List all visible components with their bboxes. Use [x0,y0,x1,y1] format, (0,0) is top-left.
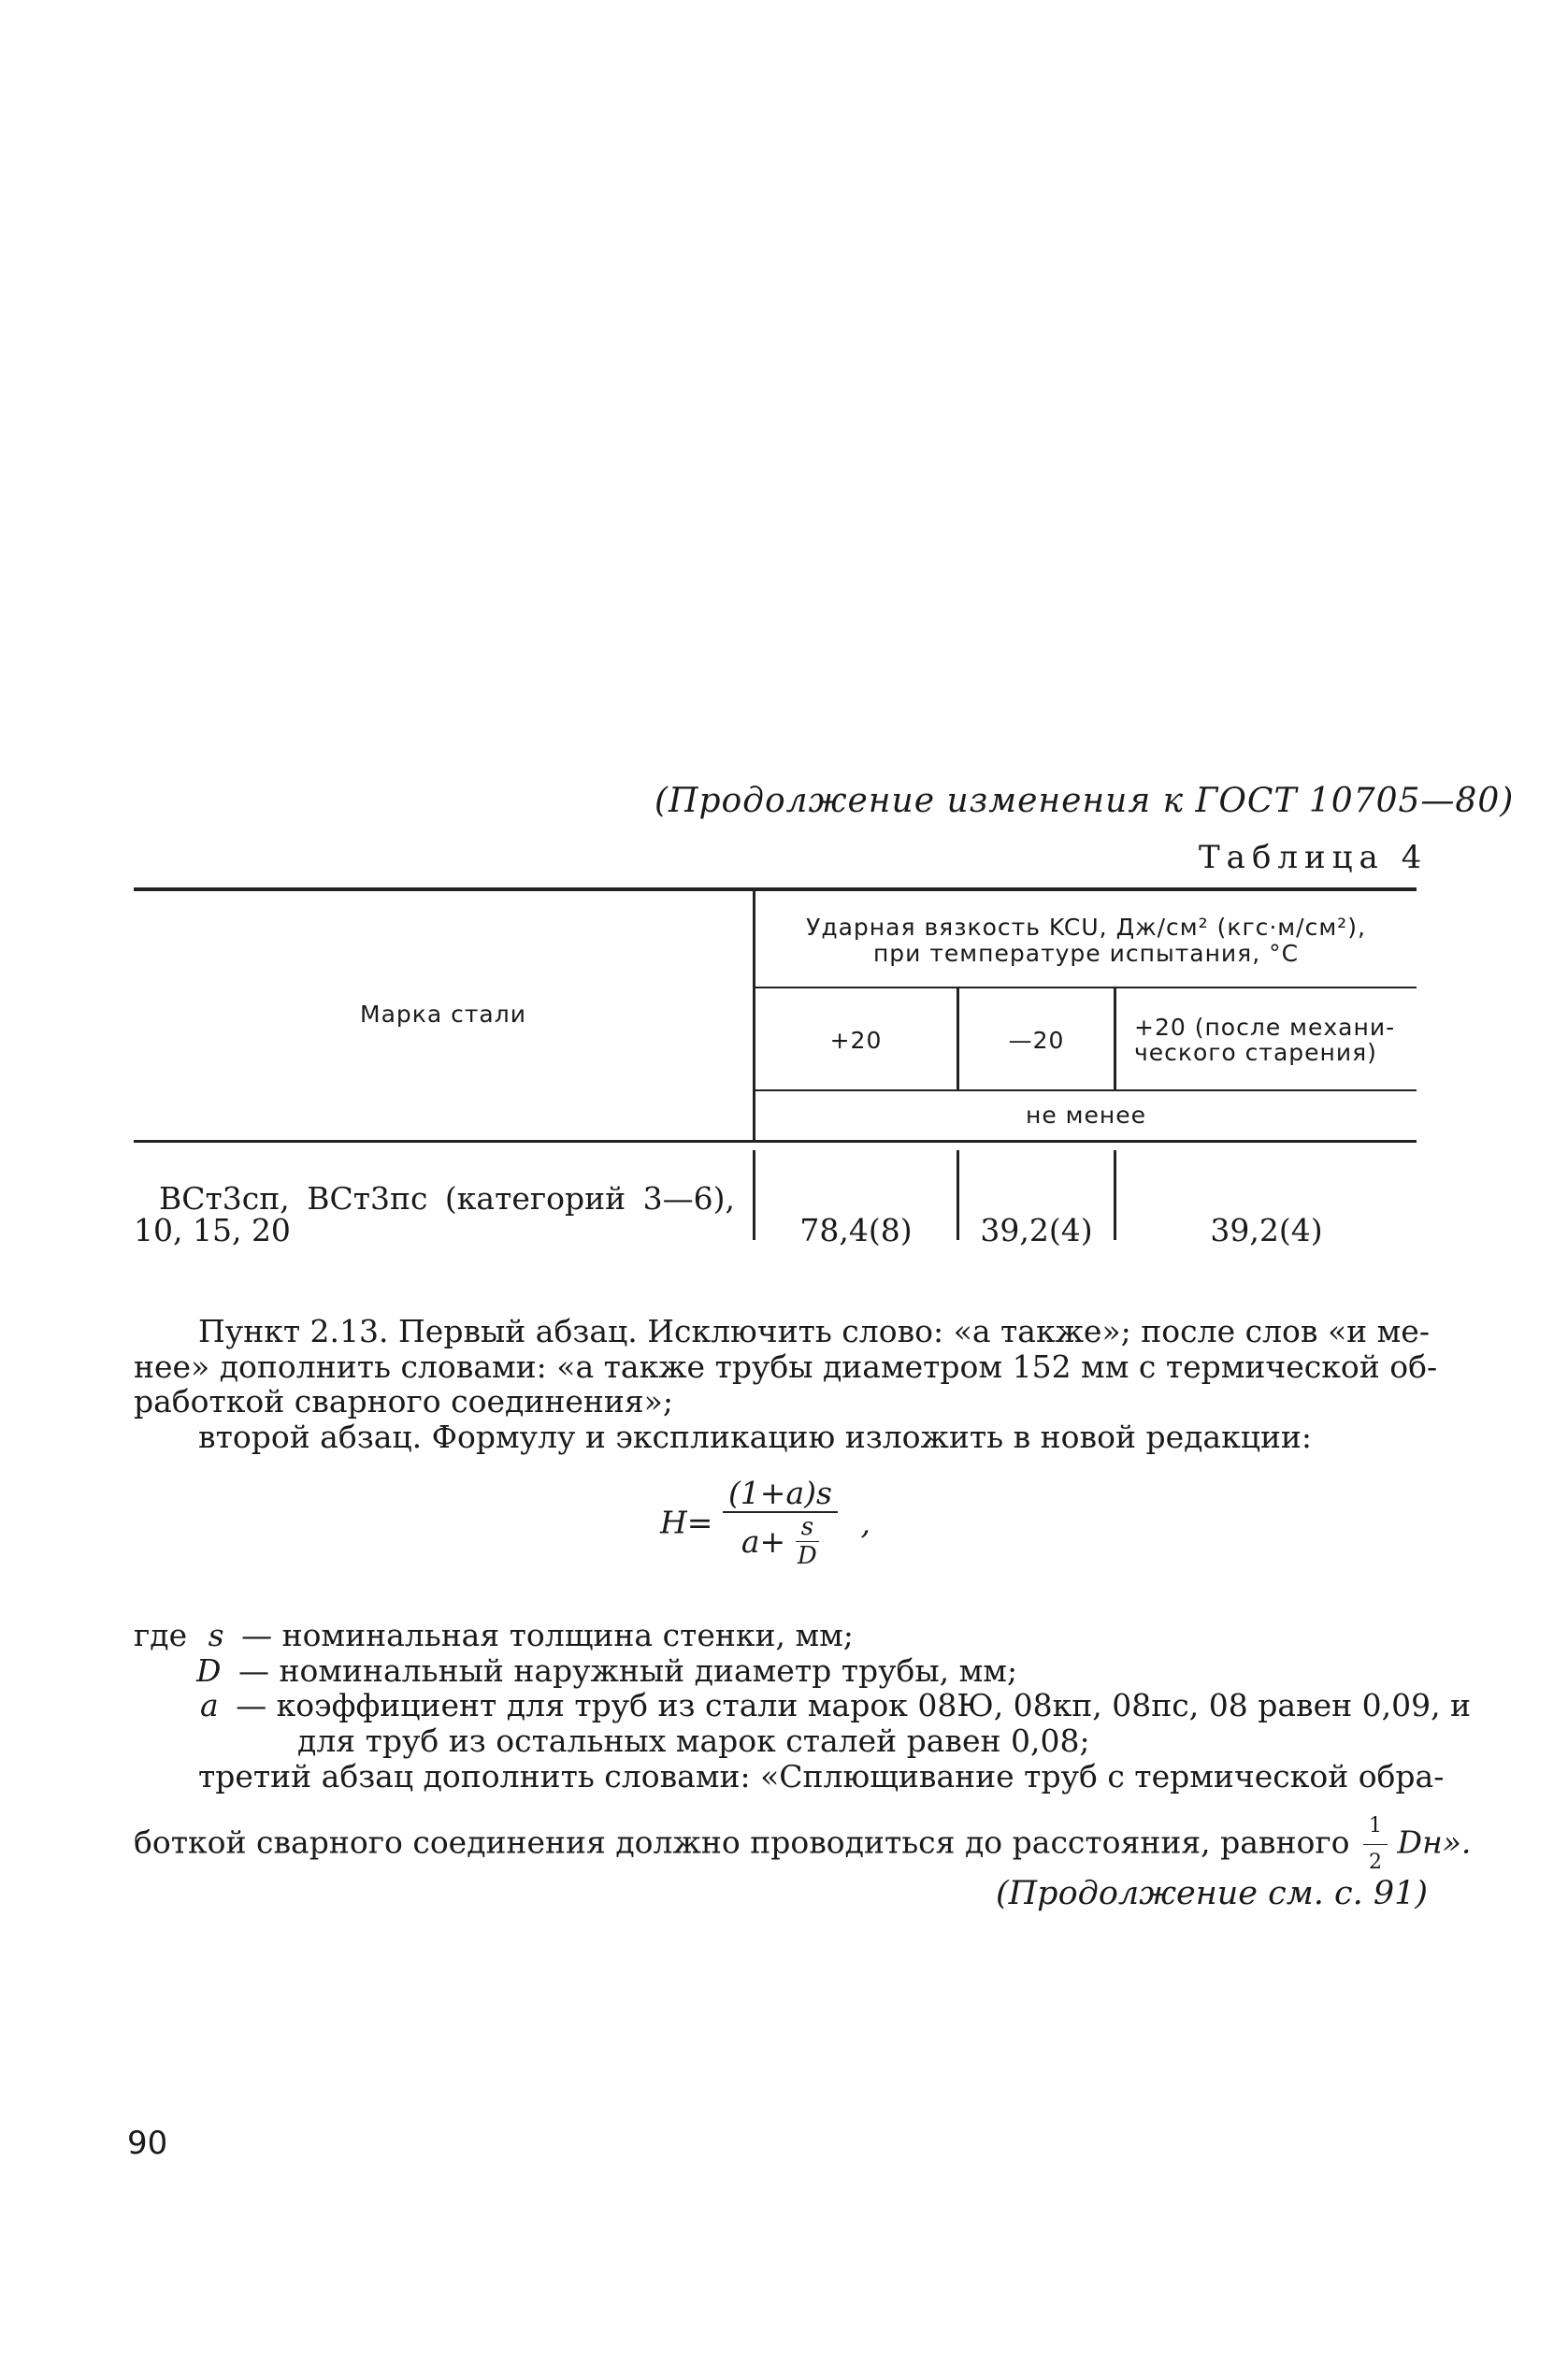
page-number: 90 [127,2125,168,2162]
min-rule [755,1089,1417,1091]
continuation-header: (Продолжение изменения к ГОСТ 10705—80) [655,782,1515,820]
formula-den-a: a+ [741,1523,786,1560]
symbol-D: D [196,1652,222,1689]
paragraph-third-line1: третий абзац дополнить словами: «Сплющивание труб с термической обра- [198,1758,1445,1795]
minimum-label: не менее [1025,1102,1147,1129]
explication-a-line1 [200,1688,1471,1723]
formula-fraction [723,1475,838,1570]
row-value-plus20: 78,4(8) [799,1212,913,1248]
formula-den-subfraction [796,1513,819,1570]
table-top-rule [134,887,1417,891]
explication-s [134,1618,854,1653]
explication-D [196,1653,1017,1689]
formula-numerator: (1+a)s [727,1475,832,1511]
formula-denominator [723,1513,838,1570]
half-numerator: 1 [1369,1814,1383,1838]
where-label: где [134,1617,188,1653]
half-fraction [1363,1809,1388,1881]
temp-col-aged-line1: +20 (после механи- [1134,1014,1396,1041]
explication-a-line2: для труб из остальных марок сталей равен 0,08; [297,1723,1090,1759]
col-divider-2-header [1114,988,1116,1089]
paragraph-2-13-line3: работкой сварного соединения»; [134,1383,673,1420]
explication-D-text: — номинальный наружный диаметр трубы, мм; [237,1652,1018,1689]
formula-lhs: H= [660,1504,713,1541]
paragraph-third-tail: Dн». [1397,1823,1472,1861]
subheader-rule [755,987,1417,988]
row-grade-line1: ВСт3сп, ВСт3пс (категорий 3—6), [159,1180,736,1217]
formula-den-D: D [797,1542,817,1570]
impact-strength-header-line1: Ударная вязкость KCU, Дж/см² (кгс·м/см²), [806,914,1366,941]
table-header-bottom-rule [134,1140,1417,1143]
formula-den-s: s [800,1513,814,1541]
paragraph-2-13-line2: нее» дополнить словами: «а также трубы диаметром 152 мм с термической об- [134,1348,1438,1385]
temp-col-plus20: +20 [829,1027,883,1054]
temp-col-minus20: —20 [1008,1027,1065,1054]
formula-comma: , [860,1504,870,1541]
paragraph-second: второй абзац. Формулу и экспликацию изложить в новой редакции: [198,1419,1313,1455]
formula [660,1475,870,1570]
row-value-minus20: 39,2(4) [980,1212,1093,1248]
symbol-s: s [208,1617,224,1653]
row-value-aged: 39,2(4) [1210,1212,1323,1248]
paragraph-third-line2-text: боткой сварного соединения должно проводиться до расстояния, равного [134,1823,1350,1861]
continuation-footer: (Продолжение см. с. 91) [996,1875,1429,1912]
explication-a-text: — коэффициент для труб из стали марок 08Ю, 08кп, 08пс, 08 равен 0,09, и [236,1687,1472,1723]
row-grade-line2: 10, 15, 20 [134,1212,291,1248]
paragraph-2-13-line1: Пункт 2.13. Первый абзац. Исключить слово: «а также»; после слов «и ме- [198,1313,1430,1349]
grade-column-header: Марка стали [360,1001,526,1028]
table-number: Таблица 4 [1199,839,1429,876]
half-denominator: 2 [1369,1851,1383,1874]
temp-col-aged-line2: ческого старения) [1134,1039,1377,1066]
symbol-a: a [200,1687,219,1723]
paragraph-third-line2 [134,1809,1471,1881]
explication-s-text: — номинальная толщина стенки, мм; [241,1617,854,1653]
impact-strength-header-line2: при температуре испытания, °С [872,940,1300,967]
